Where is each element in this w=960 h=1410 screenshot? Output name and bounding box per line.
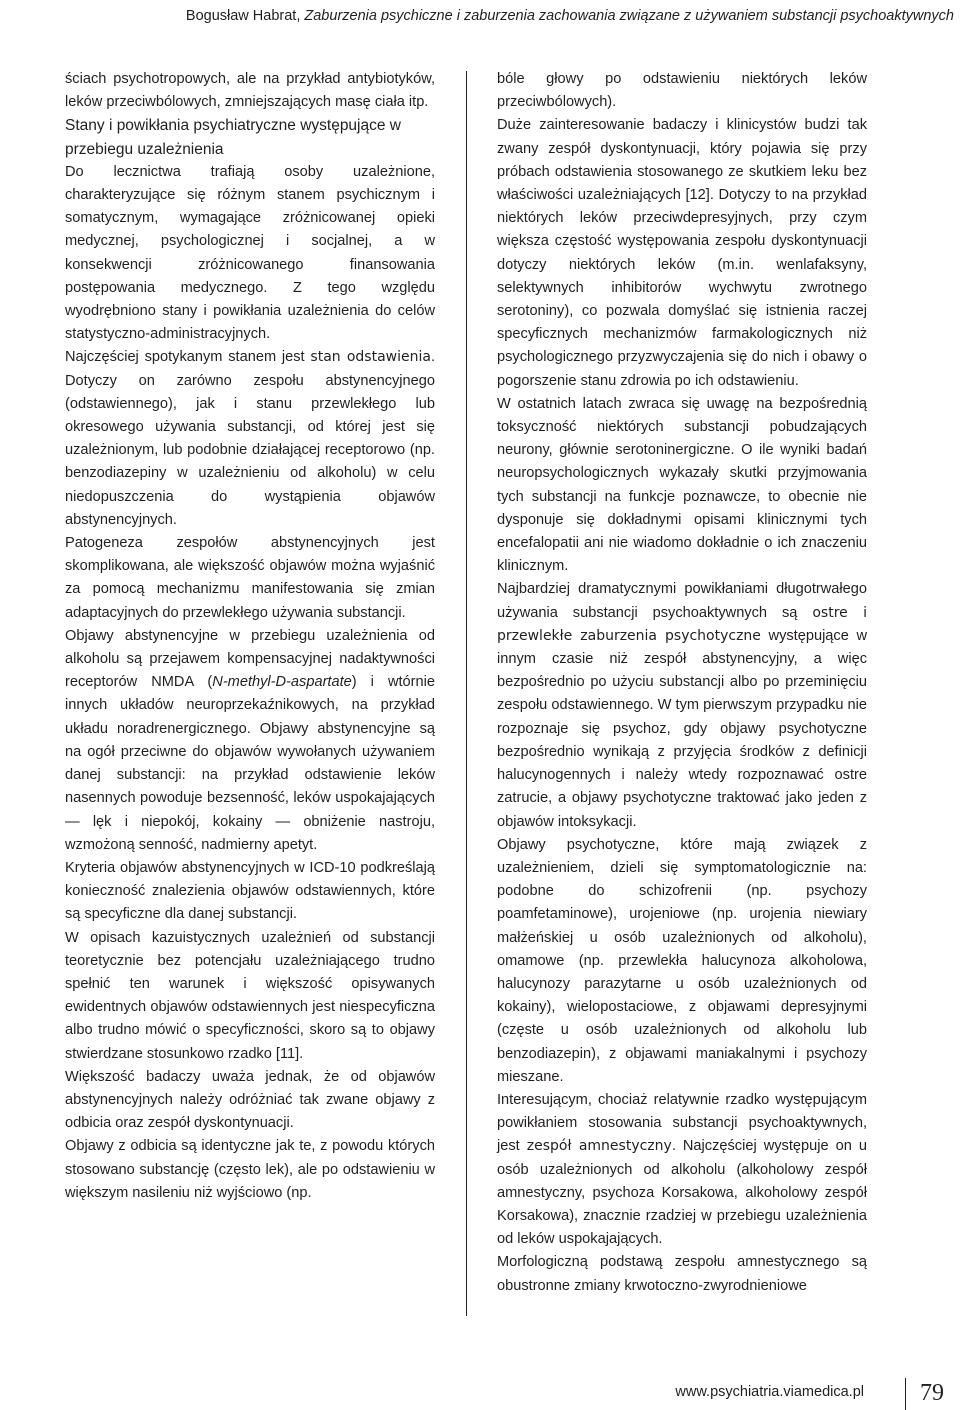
text-run: Najczęściej spotykanym stanem jest bbox=[65, 349, 311, 366]
italic-term: N-methyl-D-aspartate bbox=[212, 674, 352, 691]
text-run: występujące w innym czasie niż zespół abstynencyjny, a więc bezpośrednio po użyciu substancji albo po przeminięciu zespołu odstawiennego. W tym pierwszym przypadku nie rozpoznaje się psychoz, gdy objawy psychotyczne bezpośrednio wynikają z przyjęcia środków z definicji halucynogennych i należy wtedy rozpoznawać ostre zatrucie, a objawy psychotyczne traktować jako jeden z objawów intoksykacji. bbox=[497, 627, 867, 830]
running-header bbox=[0, 0, 960, 32]
text-run: . Najczęściej występuje on u osób uzależnionych od alkoholu (alkoholowy zespół amnestyczny, psychoza Korsakowa, alkoholowy zespół Korsakowa), znacznie rzadziej w przebiegu uzależnienia od leków uspokajających. bbox=[497, 1138, 867, 1248]
paragraph bbox=[497, 1089, 867, 1251]
keyword: zespół amnestyczny bbox=[526, 1138, 672, 1155]
paragraph: Patogeneza zespołów abstynencyjnych jest skomplikowana, ale większość objawów można wyjaśnić za pomocą mechanizmu manifestowania się zmian adaptacyjnych do przewlekłego używania substancji. bbox=[65, 535, 435, 621]
header-title: Zaburzenia psychiczne i zaburzenia zachowania związane z używaniem substancji psychoaktywnych bbox=[304, 8, 954, 24]
paragraph bbox=[65, 625, 435, 857]
text-run: ) i wtórnie innych układów neuroprzekaźnikowych, na przykład układu noradrenergicznego. Objawy abstynencyjne są na ogół przeciwne do objawów wywołanych używaniem danej substancji: na przykład odstawienie leków nasennych powoduje bezsenność, leków uspokajających — lęk i niepokój, kokainy — obniżenie nastroju, wzmożoną senność, nadmierny apetyt. bbox=[65, 674, 435, 853]
paragraph: Większość badaczy uważa jednak, że od objawów abstynencyjnych należy odróżniać tak zwane objawy z odbicia oraz zespół dyskontynuacji. bbox=[65, 1068, 435, 1132]
paragraph: bóle głowy po odstawieniu niektórych leków przeciwbólowych). bbox=[497, 71, 867, 111]
paragraph: Kryteria objawów abstynencyjnych w ICD-10 podkreślają konieczność znalezienia objawów odstawiennych, które są specyficzne dla danej substancji. bbox=[65, 859, 435, 923]
paragraph bbox=[65, 346, 435, 532]
right-column bbox=[497, 68, 867, 1298]
header-authors: Bogusław Habrat, bbox=[185, 8, 301, 24]
paragraph: Duże zainteresowanie badaczy i klinicystów budzi tak zwany zespół dyskontynuacji, który pojawia się przy próbach odstawienia stosowanego ze skutkiem leku bez właściwości uzależniających [12]. Dotyczy to na przykład niektórych leków przeciwdepresyjnych, przy czym większa częstość występowania zespołu dyskontynuacji dotyczy niektórych leków (m.in. wenlafaksyny, selektywnych inhibitorów wychwytu zwrotnego serotoniny), co pozwala domyślać się istnienia raczej specyficznych mechanizmów farmakologicznych niż psychologicznego przyzwyczajenia się do nich i obawy o pogorszenie stanu zdrowia po ich odstawieniu. bbox=[497, 117, 867, 389]
text-run: Interesującym, chociaż relatywnie rzadko występującym powikłaniem stosowania substancji psychoaktywnych, jest bbox=[497, 1091, 867, 1155]
footer-divider bbox=[905, 1378, 906, 1410]
text-run: . Dotyczy on zarówno zespołu abstynencyjnego (odstawiennego), jak i stanu przewlekłego lub okresowego używania substancji, od której jest się uzależnionym, lub podobnie działającej receptorowo (np. benzodiazepiny w uzależnieniu od alkoholu) w celu niedopuszczenia do wystąpienia objawów abstynencyjnych. bbox=[65, 349, 436, 528]
left-column bbox=[65, 68, 435, 1205]
keyword: stan odstawienia bbox=[310, 349, 431, 366]
section-heading: Stany i powikłania psychiatryczne występujące w przebiegu uzależnienia bbox=[65, 117, 401, 158]
paragraph bbox=[497, 578, 867, 833]
footer-url[interactable]: www.psychiatria.viamedica.pl bbox=[675, 1384, 864, 1400]
page-number: 79 bbox=[920, 1380, 944, 1406]
paragraph: ściach psychotropowych, ale na przykład antybiotyków, leków przeciwbólowych, zmniejszających masę ciała itp. bbox=[65, 71, 435, 111]
text-run: Objawy abstynencyjne w przebiegu uzależnienia od alkoholu są przejawem kompensacyjnej nadaktywności receptorów NMDA ( bbox=[65, 627, 435, 691]
paragraph: Morfologiczną podstawą zespołu amnestycznego są obustronne zmiany krwotoczno-zwyrodnieniowe bbox=[497, 1254, 867, 1294]
paragraph: Objawy psychotyczne, które mają związek z uzależnieniem, dzieli się symptomatologicznie na: podobne do schizofrenii (np. psychozy poamfetaminowe), urojeniowe (np. urojenia niewiary małżeńskiej u osób uzależnionych od alkoholu), omamowe (np. przewlekła halucynoza alkoholowa, halucynozy parazytarne u osób uzależnionych od kokainy), wielopostaciowe, z objawami depresyjnymi (częste u osób uzależnionych od alkoholu lub benzodiazepin), z objawami maniakalnymi i psychozy mieszane. bbox=[497, 836, 867, 1085]
paragraph: W opisach kazuistycznych uzależnień od substancji teoretycznie bez potencjału uzależniającego trudno spełnić ten warunek i większość opisywanych ewidentnych objawów odstawiennych jest niespecyficzna albo trudno mówić o specyficzności, skoro są to objawy stwierdzane stosunkowo rzadko [11]. bbox=[65, 929, 435, 1062]
keyword: ostre i przewlekłe zaburzenia psychotyczne bbox=[497, 604, 867, 644]
paragraph: Objawy z odbicia są identyczne jak te, z powodu których stosowano substancję (często lek), ale po odstawieniu w większym nasileniu niż wyjściowo (np. bbox=[65, 1138, 435, 1201]
paragraph: W ostatnich latach zwraca się uwagę na bezpośrednią toksyczność niektórych substancji pobudzających neurony, głównie serotoninergiczne. O ile wyniki badań neuropsychologicznych wykazały skutki przyjmowania tych substancji na funkcje poznawcze, to obecnie nie dysponuje się dokładnymi opisami klinicznymi tych encefalopatii ani nie wiadomo dokładnie o ich znaczeniu klinicznym. bbox=[497, 395, 867, 575]
column-divider bbox=[466, 71, 467, 1316]
text-run: Najbardziej dramatycznymi powikłaniami długotrwałego używania substancji psychoaktywnych są bbox=[497, 581, 867, 621]
paragraph: Do lecznictwa trafiają osoby uzależnione, charakteryzujące się różnym stanem psychicznym i somatycznym, wymagające zróżnicowanej opieki medycznej, psychologicznej i socjalnej, a w konsekwencji zróżnicowanego finansowania postępowania medycznego. Z tego względu wyodrębniono stany i powikłania uzależnienia do celów statystyczno-administracyjnych. bbox=[65, 163, 435, 343]
